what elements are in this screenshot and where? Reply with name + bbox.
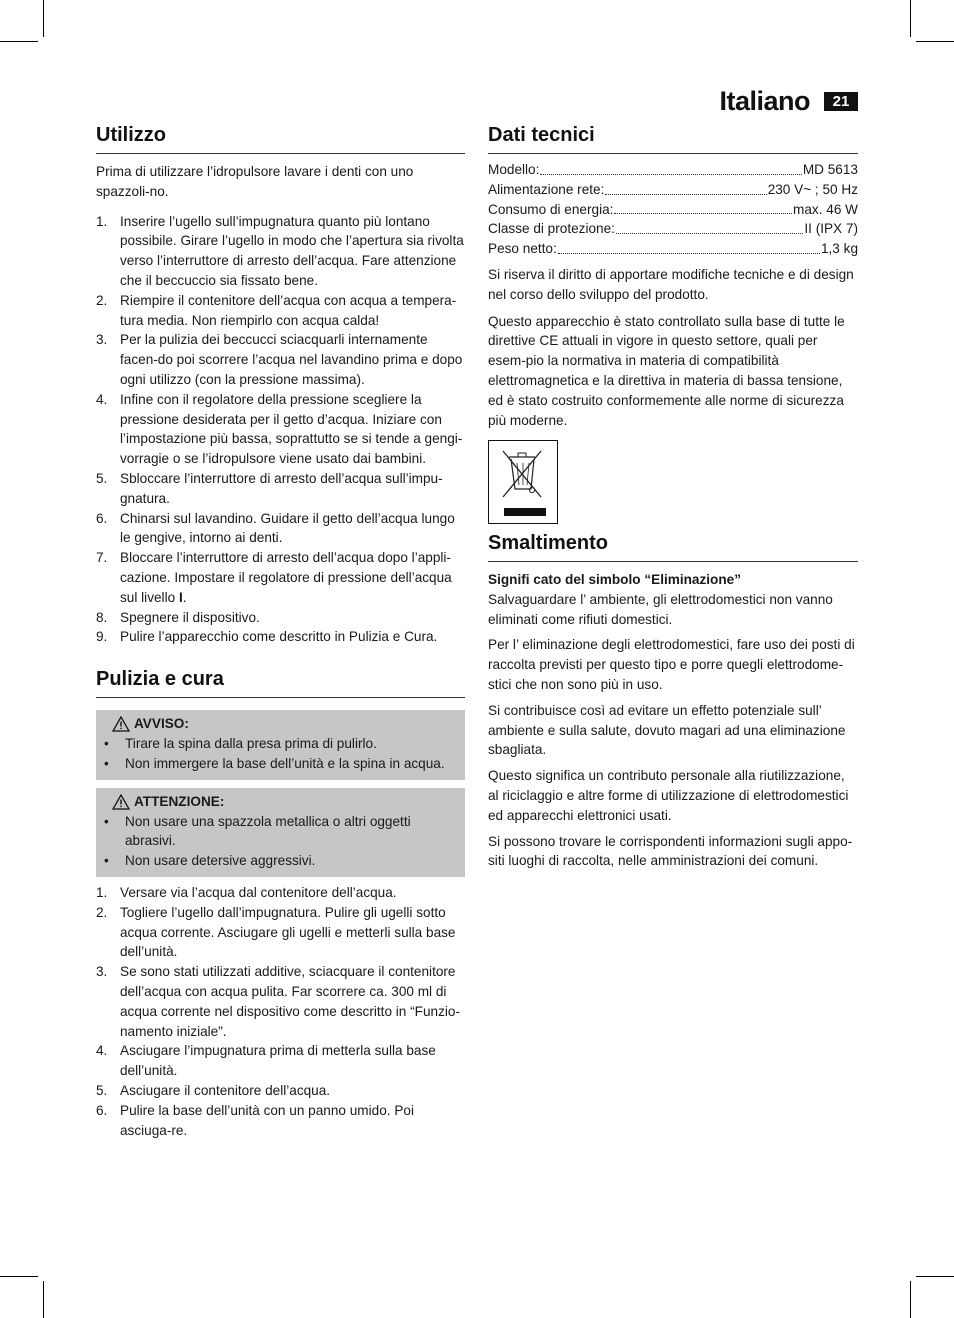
list-item-number: 6. (96, 510, 108, 526)
list-item-number: 3. (96, 332, 108, 348)
list-item-text: Per la pulizia dei beccucci sciacquarli internamente facen-do poi scorrere l’acqua nel lavandino prima e dopo ogni utilizzo (con la pressione massima). (120, 332, 463, 387)
language-title: Italiano (719, 86, 810, 116)
list-item-text: Se sono stati utilizzati additive, sciacquare il contenitore dell’acqua con acqua pulita. Far scorrere ca. 300 ml di acqua corrente nel dispositivo come descritto in “Funzio-namento iniziale”. (120, 964, 461, 1039)
spec-label: Consumo di energia: (488, 201, 614, 217)
page-header (719, 86, 858, 117)
list-item (96, 291, 465, 331)
weee-crossed-bin-icon (488, 440, 558, 524)
cleaning-steps-list (96, 883, 465, 1140)
body-paragraph: Questo significa un contributo personale alla riutilizzazione, al riciclaggio e altre forme di utilizzazione di elettrodomestici ed apparecchi elettronici usati. (488, 768, 849, 823)
spec-row (488, 160, 858, 180)
list-item (96, 509, 465, 549)
body-paragraph: Questo apparecchio è stato controllato sulla base di tutte le direttive CE attuali in vigore in questo settore, quali per esem-pio la normativa in materia di compatibilità elettromagnetica e la direttiva in materia di bassa tensione, ed è stato costruito conformemente alle norme di sicurezza più moderne. (488, 313, 845, 428)
list-item (96, 1041, 465, 1081)
list-item (96, 548, 465, 607)
dot-leader (540, 160, 801, 175)
list-item (96, 390, 465, 469)
list-item (96, 469, 465, 509)
list-item-number: 1. (96, 213, 108, 229)
page-number: 21 (824, 92, 858, 111)
spec-value: 1,3 kg (820, 241, 858, 257)
warning-title-text: AVVISO: (134, 716, 189, 731)
crop-mark (0, 41, 38, 42)
intro-paragraph: Prima di utilizzare l’idropulsore lavare i denti con uno spazzoli-no. (96, 164, 414, 199)
usage-steps-list (96, 212, 465, 648)
list-item-text: Pulire l’apparecchio come descritto in Pulizia e Cura. (120, 629, 438, 645)
warning-triangle-icon (112, 716, 130, 732)
list-item-text: Infine con il regolatore della pressione scegliere la pressione desiderata per il getto d’acqua. Iniziare con l’impostazione più bassa, soprattutto se si tende a gengi-vorragie o se l’idropulsore viene usato dai bambini. (120, 391, 463, 467)
spec-list (488, 160, 858, 259)
list-item-bold: I (178, 589, 183, 605)
section-utilizzo (96, 124, 465, 647)
body-paragraph: Salvaguardare l’ ambiente, gli elettrodomestici non vanno eliminati come rifiuti domestici. (488, 591, 833, 627)
list-item (96, 1101, 465, 1141)
list-item-text: Chinarsi sul lavandino. Guidare il getto dell’acqua lungo le gengive, intorno ai denti. (120, 510, 455, 546)
list-item (96, 608, 465, 628)
list-item (96, 883, 465, 903)
section-title: Dati tecnici (488, 124, 858, 154)
warning-title (112, 792, 459, 812)
warning-box-attenzione (96, 788, 465, 877)
list-item (96, 903, 465, 962)
warning-item: • Non immergere la base dell’unità e la spina in acqua. (102, 754, 459, 774)
list-item-number: 2. (96, 292, 108, 308)
section-smaltimento (488, 440, 858, 871)
subheading: Signifi cato del simbolo “Eliminazione” (488, 572, 742, 587)
crop-mark (910, 0, 911, 37)
warning-title-text: ATTENZIONE: (134, 793, 225, 809)
list-item-number: 5. (96, 1082, 108, 1098)
spec-row (488, 219, 858, 239)
body-paragraph: Per l’ eliminazione degli elettrodomestici, fare uso dei posti di raccolta previsti per questo tipo e porre quegli elettrodome-stici che non sono più in uso. (488, 637, 855, 692)
list-item-text: Togliere l’ugello dall’impugnatura. Pulire gli ugelli sotto acqua corrente. Asciugare gli ugelli e metterli sulla base dell’unità. (120, 904, 456, 960)
crop-mark (916, 41, 954, 42)
list-item-text: Asciugare l’impugnatura prima di metterla sulla base dell’unità. (120, 1043, 436, 1079)
spec-value: MD 5613 (802, 162, 858, 177)
section-pulizia (96, 668, 465, 1140)
list-item-number: 7. (96, 550, 108, 566)
warning-item: • Non usare detersive aggressivi. (102, 851, 459, 871)
list-item (96, 1081, 465, 1101)
warning-triangle-icon (112, 794, 130, 810)
section-dati-tecnici (488, 124, 858, 430)
spec-label: Classe di protezione: (488, 221, 615, 237)
list-item (96, 627, 465, 647)
list-item-text: Inserire l’ugello sull’impugnatura quanto più lontano possibile. Girare l’ugello in modo che l’apertura sia rivolta verso l’interruttore di arresto dell’acqua. Fare attenzione che il beccuccio sia fissato bene. (120, 213, 464, 288)
warning-title (112, 714, 459, 734)
spec-label: Peso netto: (488, 241, 557, 257)
crop-mark (0, 1276, 38, 1277)
list-item-number: 2. (96, 904, 108, 920)
list-item-number: 8. (96, 609, 108, 625)
list-item (96, 212, 465, 291)
list-item-number: 6. (96, 1102, 108, 1118)
spec-value: max. 46 W (793, 201, 858, 217)
list-item-text: Sbloccare l’interruttore di arresto dell’acqua sull’impu-gnatura. (120, 470, 443, 506)
list-item (96, 962, 465, 1041)
list-item-number: 3. (96, 964, 108, 980)
crop-mark (43, 1281, 44, 1318)
list-item-text: Bloccare l’interruttore di arresto dell’acqua dopo l’appli-cazione. Impostare il regolatore di pressione dell’acqua sul livello (120, 550, 452, 605)
dot-leader (616, 219, 803, 234)
list-item (96, 330, 465, 389)
list-item-number: 1. (96, 884, 108, 900)
section-title: Smaltimento (488, 532, 858, 562)
body-paragraph: Si riserva il diritto di apportare modifiche tecniche e di design nel corso dello sviluppo del prodotto. (488, 266, 854, 302)
list-item-text: Asciugare il contenitore dell’acqua. (120, 1082, 331, 1098)
list-item-number: 5. (96, 470, 108, 486)
warning-list (102, 812, 459, 871)
dot-leader (558, 239, 820, 254)
list-item-text: Pulire la base dell’unità con un panno umido. Poi asciuga-re. (120, 1102, 414, 1138)
list-item-text: Versare via l’acqua dal contenitore dell’acqua. (120, 884, 397, 900)
body-paragraph: Si possono trovare le corrispondenti informazioni sugli appo-siti luoghi di raccolta, nelle amministrazioni dei comuni. (488, 833, 853, 869)
spec-value: 230 V~ ; 50 Hz (767, 181, 858, 197)
warning-item: • Tirare la spina dalla presa prima di pulirlo. (102, 734, 459, 754)
spec-label: Modello: (488, 162, 540, 177)
list-item-number: 9. (96, 629, 108, 645)
spec-row (488, 180, 858, 200)
list-item-text: Riempire il contenitore dell’acqua con acqua a tempera-tura media. Non riempirlo con acqua calda! (120, 292, 457, 328)
section-title: Utilizzo (96, 124, 465, 154)
spec-label: Alimentazione rete: (488, 181, 605, 197)
crop-mark (910, 1281, 911, 1318)
warning-list (102, 734, 459, 774)
spec-row (488, 239, 858, 259)
spec-row (488, 200, 858, 220)
section-title: Pulizia e cura (96, 668, 465, 698)
list-item-text: Spegnere il dispositivo. (120, 609, 260, 625)
spec-value: II (IPX 7) (804, 221, 858, 237)
list-item-number: 4. (96, 1043, 108, 1059)
dot-leader (614, 200, 792, 215)
crop-mark (916, 1276, 954, 1277)
body-paragraph: Si contribuisce così ad evitare un effetto potenziale sull’ ambiente e sulla salute, dovuto magari ad una eliminazione sbagliata. (488, 702, 846, 758)
crop-mark (43, 0, 44, 37)
list-item-number: 4. (96, 391, 108, 407)
warning-box-avviso (96, 710, 465, 780)
dot-leader (605, 180, 766, 195)
list-item-suffix: . (182, 589, 187, 605)
warning-item: • Non usare una spazzola metallica o altri oggetti abrasivi. (102, 812, 459, 852)
